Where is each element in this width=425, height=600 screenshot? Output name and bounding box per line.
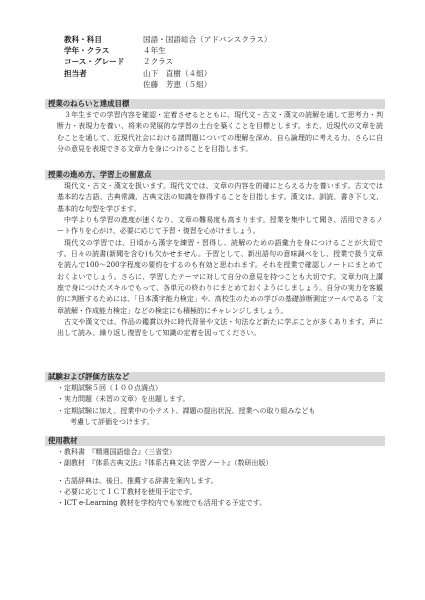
info-label: コース・グレード <box>64 57 125 67</box>
info-value: ２クラス <box>143 57 174 67</box>
section-exam <box>45 372 385 428</box>
section-aims <box>45 99 385 155</box>
paragraph: 現代文・古文・漢文を扱います。現代文では、文章の内容を的確にとらえる力を養います。古文では基本的な古語、古典常識、古典文法の知識を修得することを目指します。漢文は、訓読、書き下し文、基本的な句型を学びます。 <box>57 182 383 213</box>
section-title: 授業の進め方、学習上の留意点 <box>45 170 385 180</box>
section-title: 授業のねらいと達成目標 <box>45 99 385 109</box>
list-item-continuation: 考慮して評価をつけます。 <box>70 418 154 427</box>
note-item: ・ICT e-Learning 教材を学校内でも家庭でも活用する予定です。 <box>57 499 267 508</box>
info-value: ４年生 <box>143 46 166 56</box>
list-item: ・副教材 『体系古典文法』『体系古典文法 学習ノート』（数研出版） <box>57 459 273 468</box>
info-value: 山下 直樹（４組） <box>143 68 212 78</box>
info-row-teacher <box>64 68 271 90</box>
paragraph: ３年生までの学習内容を確認・定着させるとともに、現代文・古文・漢文の読解を通して思考力・判断力・表現力を養い、将来の発展的な学習の土台を築くことを目標とします。また、近現代の文章を読むことを通して、近現代社会における諸問題についての理解を深め、自ら論理的に考える力、さらに自分の意見を表現できる文章力を身につけることを目指します。 <box>57 111 383 154</box>
paragraph: 古文や漢文では、作品の鑑賞以外に時代背景や文法・句法など新たに学ぶことが多くあります。声に出して読み、繰り返し復習をして知識の定着を図ってください。 <box>57 318 383 338</box>
section-body <box>45 109 385 155</box>
paragraph: 現代文の学習では、日頃から漢字を練習・習得し、読解のための語彙力を身につけることが大切です。日々の読書(新聞を含む)も欠かせません。予習として、新出語句の意味調べをし、授業で扱う文章を読んで100～200字程度の要約をするのも有効と思われます。それを授業で確認しノートにまとめておくよいでしょう。さらに、学習したテーマに対して自分の意見を持つことも大切です。文章力向上講座で身につけたスキルでもって、各単元の終わりにまとめておくようにしましょう。自分の実力を客観的に判断するためには、「日本漢字能力検定」や、高校生のための学びの基礎診断測定ツールである「文章読解・作成能力検定」などの検定にも積極的にチャレンジしましょう。 <box>57 238 383 315</box>
info-row-grade <box>64 45 271 56</box>
course-info <box>64 34 271 90</box>
list-item: ・実力問題（未習の文章）を出題します。 <box>57 395 190 404</box>
note-item: ・古語辞典は、後日、推薦する辞書を案内します。 <box>57 476 218 485</box>
note-item: ・必要に応じてＩＣＴ教材を使用予定です。 <box>57 488 197 497</box>
section-body <box>45 180 385 340</box>
info-label: 担当者 <box>64 68 87 78</box>
section-body <box>45 382 385 428</box>
info-label: 教科・科目 <box>64 35 102 44</box>
section-materials <box>45 436 385 510</box>
section-title: 使用教材 <box>45 436 385 446</box>
info-value: 国語・国語総合（アドバンスクラス） <box>143 35 272 44</box>
section-title: 試験および評価方法など <box>45 372 385 382</box>
paragraph: 中学よりも学習の進度が速くなり、文章の難易度も高まります。授業を集中して聞き、活用できるノート作りを心がけ、必要に応じて予習・復習を心がけましょう。 <box>57 216 383 236</box>
list-item: ・教科書 『精選国語総合』（三省堂） <box>57 448 176 456</box>
list-item: ・定期試験５回（１００点満点） <box>57 384 162 392</box>
section-body <box>45 446 385 510</box>
list-item: ・定期試験に加え、授業中の小テスト、課題の提出状況、授業への取り組みなども <box>57 406 316 415</box>
info-row-course <box>64 56 271 67</box>
info-label: 学年・クラス <box>64 46 110 56</box>
section-method <box>45 170 385 340</box>
info-row-subject <box>64 34 271 45</box>
info-value: 佐藤 芳恵（５組） <box>143 79 212 89</box>
